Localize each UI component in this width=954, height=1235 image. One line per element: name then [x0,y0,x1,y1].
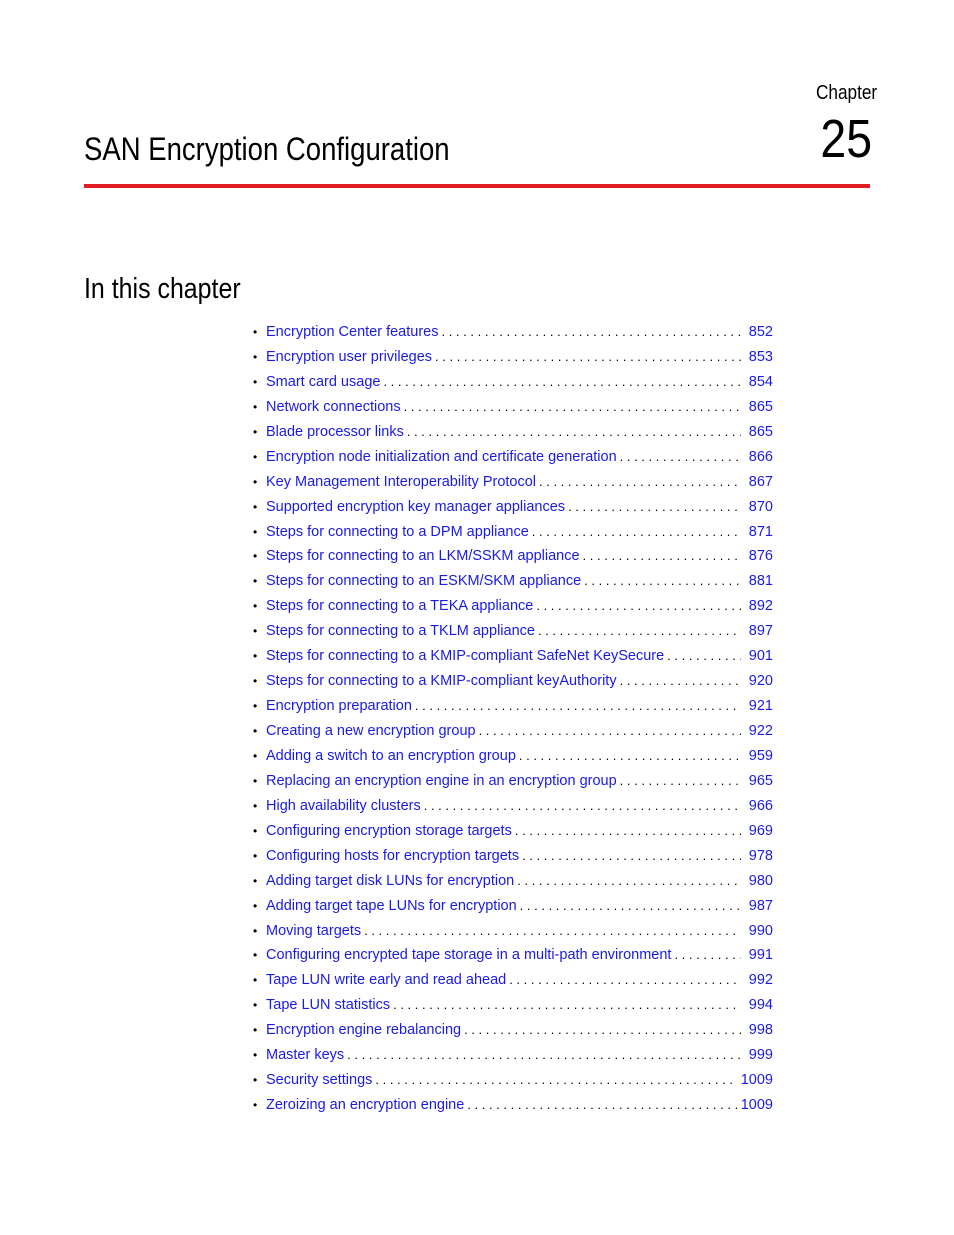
toc-bullet: • [253,873,258,888]
toc-page-number[interactable]: 920 [748,673,773,690]
toc-bullet: • [253,1048,258,1063]
toc-link[interactable]: Configuring hosts for encryption targets [266,847,520,864]
toc-link[interactable]: Steps for connecting to a DPM appliance [266,523,529,540]
toc-entry [253,470,773,495]
toc-bullet: • [253,923,258,938]
toc-dot-leader [532,520,741,545]
toc-page-number[interactable]: 901 [748,648,773,665]
toc-link[interactable]: Supported encryption key manager appliances [266,498,566,515]
toc-link[interactable]: Smart card usage [266,373,381,390]
toc-bullet: • [253,424,258,439]
toc-entry [253,844,773,869]
toc-page-number[interactable]: 991 [748,947,773,964]
toc-page-number[interactable]: 978 [748,847,773,864]
toc-bullet: • [253,1023,258,1038]
toc-page-number[interactable]: 870 [748,498,773,515]
toc-link[interactable]: Adding a switch to an encryption group [266,747,516,764]
toc-entry [253,345,773,370]
toc-link[interactable]: Moving targets [266,922,362,939]
toc-entry [253,919,773,944]
toc-link[interactable]: Security settings [266,1072,373,1089]
toc-page-number[interactable]: 992 [748,972,773,989]
toc-dot-leader [667,644,741,669]
toc-dot-leader [479,719,741,744]
title-rule [84,184,870,188]
toc-bullet: • [253,748,258,763]
toc-entry [253,869,773,894]
toc-entry [253,619,773,644]
toc-dot-leader [568,495,741,520]
toc-entry [253,993,773,1018]
toc-entry [253,495,773,520]
toc-link[interactable]: Encryption node initialization and certificate generation [266,448,617,465]
toc-entry [253,594,773,619]
toc-dot-leader [517,869,741,894]
toc-page-number[interactable]: 852 [748,324,773,340]
toc-bullet: • [253,823,258,838]
toc-page-number[interactable]: 853 [748,348,773,365]
toc-entry [253,644,773,669]
toc-link[interactable]: Encryption Center features [266,324,439,340]
toc-page-number[interactable]: 867 [748,473,773,490]
toc-page-number[interactable]: 1009 [740,1097,773,1114]
toc-bullet: • [253,349,258,364]
toc-bullet: • [253,998,258,1013]
toc-page-number[interactable]: 965 [748,772,773,789]
toc-bullet: • [253,624,258,639]
toc-link[interactable]: Encryption engine rebalancing [266,1022,462,1039]
toc-page-number[interactable]: 865 [748,423,773,440]
toc-entry [253,794,773,819]
toc-dot-leader [620,445,741,470]
toc-dot-leader [509,968,741,993]
toc-entry [253,719,773,744]
toc-page-number[interactable]: 999 [748,1047,773,1064]
toc-entry [253,1068,773,1093]
toc-page-number[interactable]: 865 [748,398,773,415]
toc-dot-leader [404,395,741,420]
toc-dot-leader [407,420,741,445]
toc-bullet: • [253,374,258,389]
toc-entry [253,819,773,844]
toc-page-number[interactable]: 876 [748,548,773,565]
toc-bullet: • [253,724,258,738]
toc-bullet: • [253,1098,258,1113]
toc-link[interactable]: Steps for connecting to a KMIP-compliant keyAuthority [266,673,617,690]
toc-entry [253,320,773,345]
toc-entry [253,420,773,445]
toc-link[interactable]: Steps for connecting to an ESKM/SKM appliance [266,573,582,590]
toc-page-number[interactable]: 897 [748,623,773,640]
toc-link[interactable]: Steps for connecting to a KMIP-compliant SafeNet KeySecure [266,648,665,665]
toc-dot-leader [522,844,741,869]
toc-link[interactable]: Steps for connecting to an LKM/SSKM appliance [266,548,580,565]
toc-bullet: • [253,773,258,788]
toc-page-number[interactable]: 994 [748,997,773,1014]
section-heading: In this chapter [84,273,241,305]
toc-dot-leader [519,744,741,769]
toc-page-number[interactable]: 987 [748,897,773,914]
toc-dot-leader [515,819,741,844]
toc-entry [253,744,773,769]
chapter-number: 25 [820,109,872,169]
toc-entry [253,520,773,545]
toc-link[interactable]: Tape LUN statistics [266,997,391,1014]
toc-link[interactable]: Steps for connecting to a TKLM appliance [266,623,535,640]
toc-entry [253,1093,773,1118]
toc-dot-leader [536,594,741,619]
toc-page-number[interactable]: 969 [748,822,773,839]
toc-bullet: • [253,449,258,464]
toc-link[interactable]: Tape LUN write early and read ahead [266,972,507,989]
toc-link[interactable]: Steps for connecting to a TEKA appliance [266,598,534,615]
toc-entry [253,1043,773,1068]
toc-link[interactable]: Blade processor links [266,423,404,440]
toc-page-number[interactable]: 966 [748,797,773,814]
chapter-title: SAN Encryption Configuration [84,131,450,167]
toc-bullet: • [253,1073,258,1088]
toc-entry [253,943,773,968]
toc-page-number[interactable]: 892 [748,598,773,615]
toc-bullet: • [253,574,258,589]
toc-dot-leader [539,470,741,495]
toc-link[interactable]: Network connections [266,398,401,415]
toc-dot-leader [464,1018,741,1043]
toc-link[interactable]: Zeroizing an encryption engine [266,1097,465,1114]
toc-page-number[interactable]: 980 [748,872,773,889]
toc-dot-leader [584,569,741,594]
toc-entry [253,569,773,594]
toc-bullet: • [253,674,258,689]
toc-link[interactable]: Replacing an encryption engine in an encryption group [266,772,617,789]
toc-link[interactable]: Key Management Interoperability Protocol [266,473,537,490]
toc-bullet: • [253,399,258,414]
toc-bullet: • [253,848,258,863]
toc-dot-leader [364,919,741,944]
toc-link[interactable]: High availability clusters [266,797,421,814]
toc-page-number[interactable]: 1009 [740,1072,773,1089]
toc-bullet: • [253,898,258,913]
toc-link[interactable]: Encryption user privileges [266,348,433,365]
toc-entry [253,544,773,569]
toc-list [253,320,773,1118]
toc-dot-leader [415,694,741,719]
toc-dot-leader [441,320,741,345]
toc-entry [253,769,773,794]
toc-dot-leader [393,993,741,1018]
toc-entry [253,395,773,420]
toc-dot-leader [520,894,741,919]
toc-bullet: • [253,549,258,564]
toc-dot-leader [424,794,741,819]
toc-page-number[interactable]: 866 [748,448,773,465]
toc-bullet: • [253,973,258,988]
toc-page-number[interactable]: 990 [748,922,773,939]
chapter-label: Chapter [815,82,877,104]
toc-dot-leader [620,769,741,794]
toc-dot-leader [467,1093,736,1118]
toc-entry [253,968,773,993]
toc-bullet: • [253,798,258,813]
toc-entry [253,669,773,694]
toc-dot-leader [435,345,741,370]
toc-bullet: • [253,524,258,539]
toc-link[interactable]: Configuring encryption storage targets [266,822,512,839]
toc-entry [253,1018,773,1043]
toc-link[interactable]: Creating a new encryption group [266,723,476,739]
toc-entry [253,445,773,470]
toc-bullet: • [253,599,258,614]
toc-link[interactable]: Encryption preparation [266,698,412,715]
toc-page-number[interactable]: 854 [748,373,773,390]
toc-link[interactable]: Adding target disk LUNs for encryption [266,872,515,889]
toc-bullet: • [253,325,258,339]
toc-bullet: • [253,499,258,514]
toc-entry [253,370,773,395]
toc-dot-leader [583,544,741,569]
toc-bullet: • [253,948,258,963]
toc-page-number[interactable]: 959 [748,747,773,764]
toc-dot-leader [347,1043,741,1068]
toc-dot-leader [674,943,741,968]
toc-dot-leader [620,669,741,694]
toc-entry [253,694,773,719]
toc-link[interactable]: Adding target tape LUNs for encryption [266,897,517,914]
toc-link[interactable]: Master keys [266,1047,345,1064]
toc-link[interactable]: Configuring encrypted tape storage in a multi-path environment [266,947,672,964]
toc-dot-leader [383,370,741,395]
toc-dot-leader [538,619,741,644]
toc-page-number[interactable]: 998 [748,1022,773,1039]
toc-page-number[interactable]: 871 [748,523,773,540]
toc-page-number[interactable]: 881 [748,573,773,590]
toc-entry [253,894,773,919]
toc-page-number[interactable]: 921 [748,698,773,715]
toc-bullet: • [253,649,258,664]
toc-page-number[interactable]: 922 [748,723,773,739]
toc-dot-leader [375,1068,736,1093]
toc-bullet: • [253,474,258,489]
toc-bullet: • [253,699,258,714]
